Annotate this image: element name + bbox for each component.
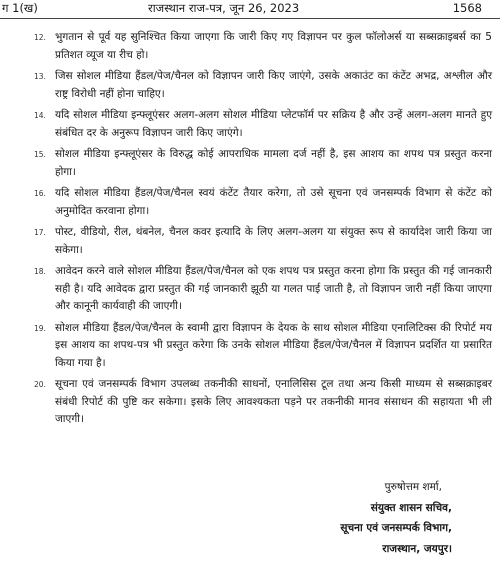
part-label: ग 1(ख) — [2, 1, 38, 15]
clause-list — [0, 29, 500, 433]
clause-20 — [0, 376, 500, 429]
clause-text: सोशल मीडिया इन्फ्लूएंसर के विरुद्ध कोई आपराधिक मामला दर्ज नहीं है, इस आशय का शपथ पत्र प्रस्तुत करना होगा। — [55, 148, 492, 178]
clause-text: सूचना एवं जनसम्पर्क विभाग उपलब्ध तकनीकी साधनों, एनालिसिस टूल तथा अन्य किसी माध्यम से सब्सक्राइबर संबंधी रिपोर्ट की पुष्टि कर सकेगा। इसके लिए आवश्यकता पड़ने पर तकनीकी मानव संसाधन की सहायता भी ली जाएगी। — [55, 378, 492, 425]
clause-number: 13. — [34, 72, 46, 81]
clause-18 — [0, 263, 500, 316]
signatory-name: पुरुषोत्तम शर्मा, — [384, 481, 442, 493]
clause-number: 14. — [34, 111, 46, 120]
clause-text: सोशल मीडिया हैंडल/पेज/चैनल के स्वामी द्वारा विज्ञापन के देयक के साथ सोशल मीडिया एनालिटिक्स की रिपोर्ट मय इस आशय का शपथ-पत्र भी प्रस्तुत करेगा कि उनके सोशल मीडिया हैंडल/पेज/चैनल में विज्ञापन प्रदर्शित या प्रसारित किया गया है। — [55, 321, 492, 369]
clause-15 — [0, 146, 500, 181]
clause-text: आवेदन करने वाले सोशल मीडिया हैंडल/पेज/चैनल को एक शपथ पत्र प्रस्तुत करना होगा कि प्रस्तुत की गई जानकारी सही है। यदि आवेदक द्वारा प्रस्तुत की गई जानकारी झूठी या गलत पाई जाती है, तो विज्ञापन जारी नहीं किया जाएगा और कानूनी कार्यवाही की जाएगी। — [55, 265, 492, 312]
clause-12 — [0, 29, 500, 64]
clause-17 — [0, 224, 500, 259]
clause-19 — [0, 320, 500, 373]
clause-13 — [0, 68, 500, 103]
clause-number: 12. — [34, 33, 46, 42]
clause-14 — [0, 107, 500, 142]
clause-number: 20. — [34, 380, 46, 389]
clause-text: भुगतान से पूर्व यह सुनिश्चित किया जाएगा कि जारी किए गए विज्ञापन पर कुल फॉलोअर्स या सब्सक्राइबर्स का 5 प्रतिशत व्यूज या रीच हो। — [55, 31, 492, 61]
signatory-department: सूचना एवं जनसम्पर्क विभाग, — [340, 522, 452, 534]
clause-number: 18. — [34, 267, 46, 276]
clause-text: यदि सोशल मीडिया इन्फ्लूएंसर अलग-अलग सोशल मीडिया प्लेटफॉर्म पर सक्रिय है और उन्हें अलग-अलग मानते हुए संबंधित दर के अनुरूप विज्ञापन जारी किए जाएंगे। — [55, 109, 492, 139]
clause-text: यदि सोशल मीडिया हैंडल/पेज/चैनल स्वयं कंटेंट तैयार करेगा, तो उसे सूचना एवं जनसम्पर्क विभाग से कंटेंट को अनुमोदित करवाना होगा। — [55, 187, 492, 217]
clause-number: 15. — [34, 150, 46, 159]
signatory-designation: संयुक्त शासन सचिव, — [370, 501, 452, 514]
gazette-header — [0, 0, 500, 18]
clause-number: 17. — [34, 228, 46, 237]
header-divider — [0, 18, 500, 19]
clause-text: पोस्ट, वीडियो, रील, थंबनेल, चैनल कवर इत्यादि के लिए अलग-अलग या संयुक्त रूप से कार्यादेश जारी किया जा सकेगा। — [55, 226, 492, 256]
clause-text: जिस सोशल मीडिया हैंडल/पेज/चैनल को विज्ञापन जारी किए जाएंगे, उसके अकाउंट का कंटेंट अभद्र, अश्लील और राष्ट्र विरोधी नहीं होना चाहिए। — [55, 70, 492, 100]
signatory-location: राजस्थान, जयपुर। — [382, 542, 452, 555]
clause-16 — [0, 185, 500, 220]
signature-block — [340, 477, 452, 559]
clause-number: 19. — [34, 323, 46, 333]
page-number: 1568 — [452, 1, 482, 15]
gazette-title: राजस्थान राज-पत्र, जून 26, 2023 — [148, 1, 300, 15]
clause-number: 16. — [34, 189, 46, 198]
